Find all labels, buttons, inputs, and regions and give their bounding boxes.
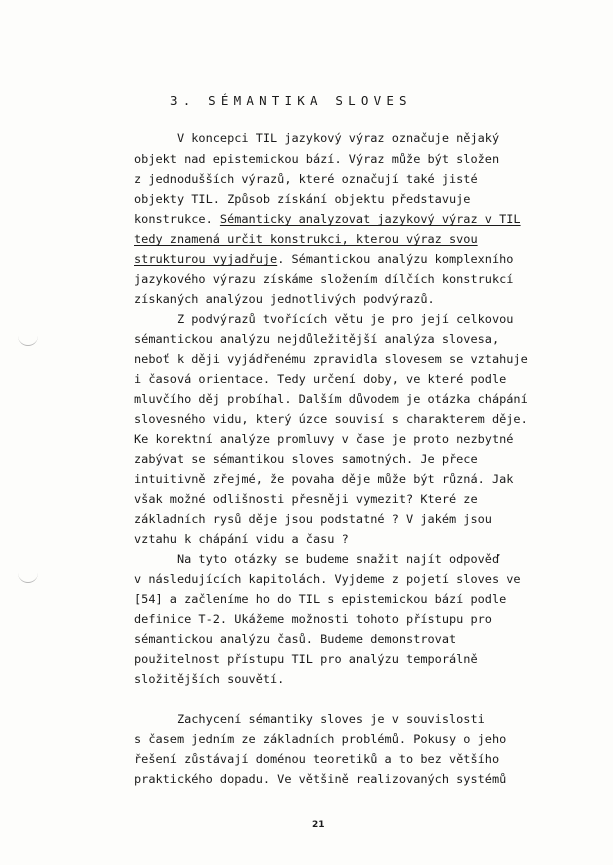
- text-line: V koncepci TIL jazykový výraz označuje nějaký: [134, 131, 500, 145]
- text-line: [134, 212, 521, 226]
- text-line: Zachycení sémantiky sloves je v souvislosti: [134, 712, 485, 726]
- text-line: Na tyto otázky se budeme snažit najít odpověď: [134, 552, 500, 566]
- text-line: zabývat se sémantikou sloves samotných. Je přece: [134, 452, 478, 466]
- text-line: sémantickou analýzu nejdůležitější analýza slovesa,: [134, 332, 500, 346]
- text-line: objekt nad epistemickou bází. Výraz může být složen: [134, 152, 500, 166]
- text-line: v následujících kapitolách. Vyjdeme z pojetí sloves ve: [134, 572, 521, 586]
- underlined-text: strukturou vyjadřuje: [134, 252, 278, 266]
- text-line: Ke korektní analýze promluvy v čase je proto nezbytné: [134, 432, 514, 446]
- text-line: však možné odlišnosti přesněji vymezit? Které ze: [134, 492, 478, 506]
- text-line: sémantickou analýzu časů. Budeme demonstrovat: [134, 632, 457, 646]
- text-line: použitelnost přístupu TIL pro analýzu temporálně: [134, 652, 478, 666]
- text-line: neboť k ději vyjádřenému zpravidla slovesem se vztahuje: [134, 352, 528, 366]
- text-line: základních rysů děje jsou podstatné ? V jakém jsou: [134, 512, 492, 526]
- text-line: Z podvýrazů tvořících větu je pro její celkovou: [134, 312, 514, 326]
- underlined-text-line: tedy znamená určit konstrukci, kterou výraz svou: [134, 232, 478, 246]
- section-heading: 3. SÉMANTIKA SLOVES: [170, 93, 412, 108]
- text-line: [54] a začleníme ho do TIL s epistemickou bází podle: [134, 592, 507, 606]
- underlined-text: Sémanticky analyzovat jazykový výraz v TIL: [219, 212, 521, 226]
- text-line: vztahu k chápání vidu a času ?: [134, 532, 349, 546]
- text-line: [134, 252, 513, 266]
- text-line: složitějších souvětí.: [134, 672, 285, 686]
- page-number: 21: [312, 820, 325, 830]
- text-line: jazykového výrazu získáme složením dílčích konstrukcí: [134, 272, 514, 286]
- text-line: intuitivně zřejmé, že povaha děje může být různá. Jak: [134, 472, 514, 486]
- text-line: řešení zůstávají doménou teoretiků a to bez většího: [134, 752, 500, 766]
- text-line: získaných analýzou jednotlivých podvýrazů.: [134, 292, 435, 306]
- text-line: definice T-2. Ukážeme možnosti tohoto přístupu pro: [134, 612, 492, 626]
- text-line: praktického dopadu. Ve většině realizovaných systémů: [134, 772, 507, 786]
- text-line: objekty TIL. Způsob získání objektu představuje: [134, 192, 471, 206]
- text-line: s časem jedním ze základních problémů. Pokusy o jeho: [134, 732, 507, 746]
- text-line: mluvčího děj probíhal. Dalším důvodem je otázka chápání: [134, 392, 528, 406]
- text-segment: . Sémantickou analýzu komplexního: [277, 252, 514, 266]
- text-segment: konstrukce.: [134, 212, 220, 226]
- punch-hole-mark: [18, 572, 38, 583]
- text-line: slovesného vidu, který úzce souvisí s charakterem děje.: [134, 412, 528, 426]
- text-line: i časová orientace. Tedy určení doby, ve které podle: [134, 372, 507, 386]
- text-line: z jednodušších výrazů, které označují také jisté: [134, 172, 478, 186]
- punch-hole-mark: [18, 335, 38, 346]
